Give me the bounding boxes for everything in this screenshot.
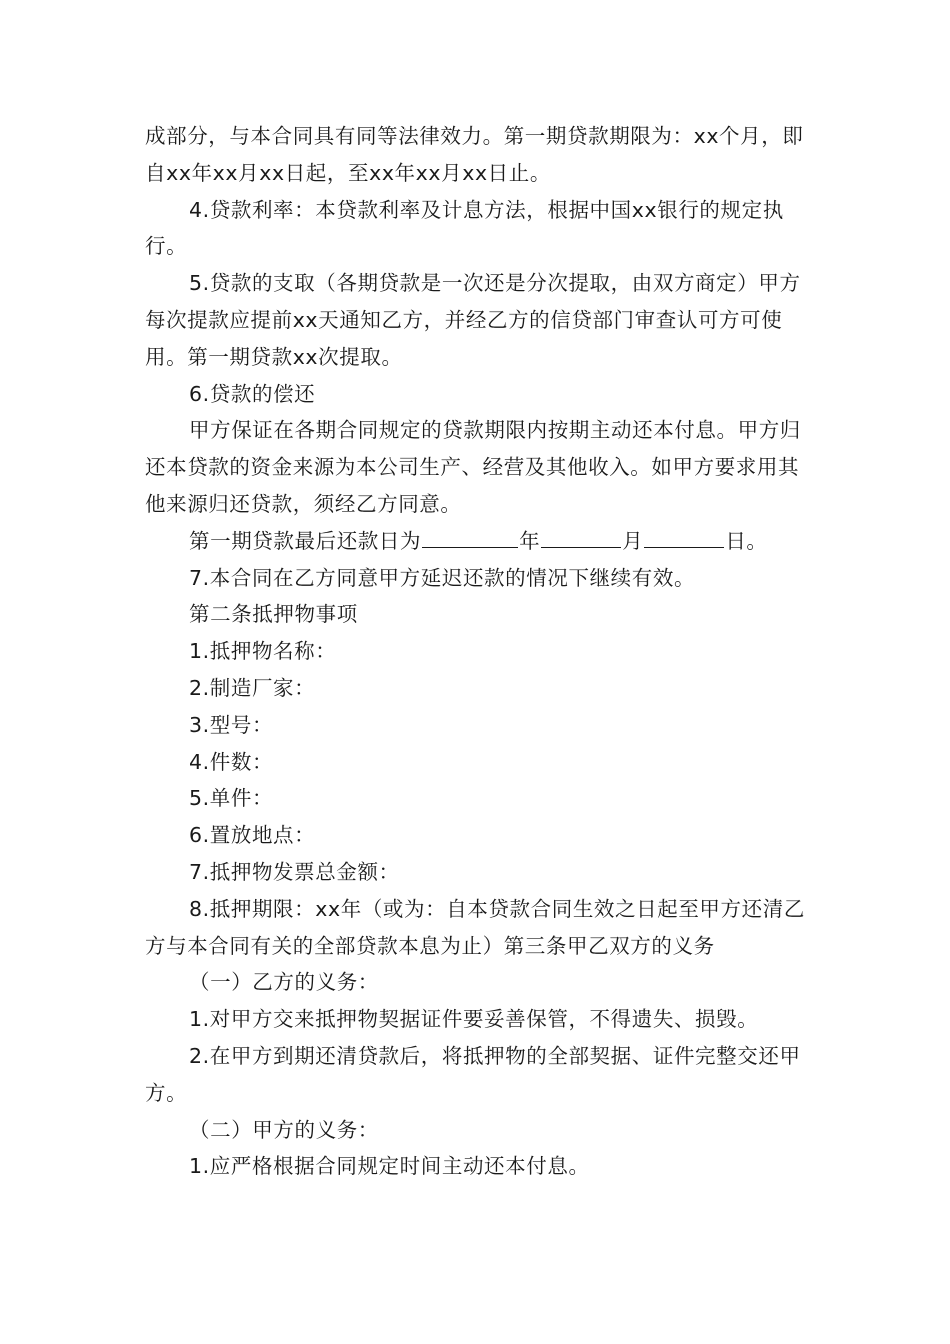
section-heading-collateral: 第二条抵押物事项	[189, 602, 358, 627]
paragraph-loan-term: 成部分，与本合同具有同等法律效力。第一期贷款期限为：xx个月，即自xx年xx月xx日起，至xx年xx月xx日止。	[145, 124, 804, 185]
collateral-item-invoice-amount: 7.抵押物发票总金额：	[189, 859, 400, 884]
party-b-duty-1: 1.对甲方交来抵押物契据证件要妥善保管，不得遗失、损毁。	[189, 1007, 759, 1032]
party-b-duty-2: 2.在甲方到期还清贷款后，将抵押物的全部契据、证件完整交还甲方。	[145, 1043, 801, 1105]
collateral-item-unit: 5.单件：	[189, 786, 274, 811]
collateral-item-term: 8.抵押期限：xx年（或为：自本贷款合同生效之日起至甲方还清乙方与本合同有关的全部贷款本息为止）第三条甲乙双方的义务	[145, 896, 805, 958]
collateral-item-location: 6.置放地点：	[189, 823, 316, 848]
party-a-duty-1: 1.应严格根据合同规定时间主动还本付息。	[189, 1154, 590, 1179]
day-unit: 日。	[725, 528, 768, 553]
month-unit: 月	[622, 528, 644, 553]
year-blank	[422, 523, 518, 548]
collateral-item-name: 1.抵押物名称：	[189, 639, 337, 664]
subsection-heading-party-a: （二）甲方的义务：	[189, 1117, 379, 1142]
collateral-item-manufacturer: 2.制造厂家：	[189, 675, 316, 700]
paragraph-repayment-heading: 6.贷款的偿还	[189, 381, 316, 406]
paragraph-interest-rate: 4.贷款利率：本贷款利率及计息方法，根据中国xx银行的规定执行。	[145, 197, 784, 259]
day-blank	[644, 523, 724, 548]
paragraph-final-repay-date	[145, 523, 815, 560]
month-blank	[541, 523, 621, 548]
subsection-heading-party-b: （一）乙方的义务：	[189, 970, 379, 995]
collateral-item-model: 3.型号：	[189, 712, 274, 737]
paragraph-repayment: 甲方保证在各期合同规定的贷款期限内按期主动还本付息。甲方归还本贷款的资金来源为本公司生产、经营及其他收入。如甲方要求用其他来源归还贷款，须经乙方同意。	[145, 418, 801, 516]
paragraph-withdrawal: 5.贷款的支取（各期贷款是一次还是分次提取，由双方商定）甲方每次提款应提前xx天通知乙方，并经乙方的信贷部门审查认可方可使用。第一期贷款xx次提取。	[145, 271, 801, 369]
year-unit: 年	[519, 528, 541, 553]
paragraph-validity: 7.本合同在乙方同意甲方延迟还款的情况下继续有效。	[189, 565, 696, 590]
collateral-item-quantity: 4.件数：	[189, 749, 274, 774]
document-body	[145, 118, 815, 1185]
repay-date-prefix: 第一期贷款最后还款日为	[189, 528, 422, 553]
